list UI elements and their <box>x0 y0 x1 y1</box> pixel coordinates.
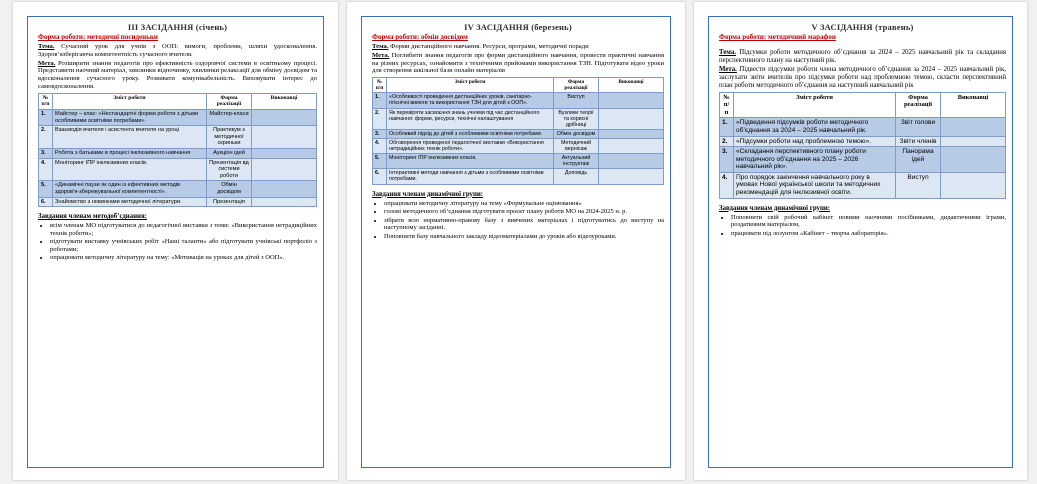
row-content: «Особливості проведення дистанційних уроків, санітарно-гігієнічні вимоги та використання ТЗН для дітей з ООП». <box>387 93 554 108</box>
plan-table <box>719 92 1006 199</box>
row-num: 2. <box>720 136 734 147</box>
table-row <box>720 136 1006 147</box>
document-page-3 <box>694 2 1027 480</box>
row-content: Робота з батьками в процесі інклюзивного навчання <box>53 148 207 158</box>
row-num: 3. <box>39 148 53 158</box>
list-item: • голові методичного об’єднання підготувати проєкт плану роботи МО на 2024-2025 н. р. <box>384 208 664 216</box>
row-content: «Підведення підсумків роботи методичного об’єднання за 2024 – 2025 навчальний рік. <box>734 118 896 136</box>
goal-label: Мета. <box>372 51 390 59</box>
row-form: Виступ <box>896 172 941 198</box>
table-row <box>373 169 664 184</box>
goal-label: Мета. <box>719 65 737 73</box>
document-page-2 <box>347 2 685 480</box>
row-num: 2. <box>39 126 53 149</box>
row-form: Обмін досвідом <box>207 181 252 197</box>
meeting-title: IV ЗАСІДАННЯ (березень) <box>464 22 572 32</box>
tasks-list <box>38 222 317 262</box>
col-num: № п/п <box>373 78 387 93</box>
row-exec <box>599 108 664 129</box>
goal-text: Розширити знання педагогів про ефективність оздоровчої системи в освітньому процесі. Представити наочний матеріал, хвилинки відпочинку, хвилинки релаксації для обміну досвідом та вдосконалення сучасного уроку. Розвивати комунікабельність. Виховувати інтерес до самовдосконалення. <box>38 59 317 90</box>
row-form: Методичний вернісаж <box>554 138 599 153</box>
tasks-list <box>719 214 1006 238</box>
goal-paragraph <box>38 60 317 91</box>
row-num: 4. <box>720 172 734 198</box>
row-content: Моніторинг ІПР інклюзивних класів. <box>53 158 207 181</box>
goal-text: Поглибити знання педагогів про форми дистанційного навчання, провести практичні навчання на різних ресурсах, ознайомити з технічними прийомами використання ТЗН. Підготувати відео уроки для створення шкільної бази онлайн матеріалів <box>372 51 664 75</box>
row-content: Особливий підхід до дітей з особливими освітніми потребами. <box>387 129 554 138</box>
row-exec <box>252 109 317 125</box>
table-row <box>39 126 317 149</box>
page-frame <box>27 16 324 468</box>
col-num: № п/п <box>39 93 53 109</box>
row-form: Панорама ідей <box>896 147 941 173</box>
theme-paragraph <box>719 49 1006 65</box>
meeting-title: V ЗАСІДАННЯ (травень) <box>811 22 914 32</box>
table-row <box>720 172 1006 198</box>
row-form: Актуальний інструктаж <box>554 154 599 169</box>
row-exec <box>252 126 317 149</box>
col-exec: Виконавці <box>599 78 664 93</box>
row-form: Виступ <box>554 93 599 108</box>
list-item: • зібрати всю нормативно-правову базу з вивчених матеріалах і підготуватись до виступу на наступному засіданні. <box>384 217 664 232</box>
list-item: • опрацювати методичну літературу на тему «Формувальне оцінювання» <box>384 200 664 208</box>
table-row <box>39 148 317 158</box>
goal-paragraph <box>372 52 664 75</box>
row-content: Взаємодія вчителя і асистента вчителя на уроці <box>53 126 207 149</box>
row-form: Звіти членів <box>896 136 941 147</box>
row-content: Про порядок закінчення навчального року в умовах Нової української школи та методичних рекомендацій для інклюзивної освіти. <box>734 172 896 198</box>
col-content: Зміст роботи <box>734 92 896 118</box>
goal-text: Підвести підсумки роботи члена методичного об’єднання за 2024 – 2025 навчальний рік, заслухати звіти вчителів про підсумки роботи над проблемною темою, скласти перспективний план роботи методичного об’єднання на наступний навчальний рік <box>719 65 1006 89</box>
theme-label: Тема. <box>719 49 736 56</box>
list-item: • підготувати виставку учнівських робіт «Наші таланти» або підготувати учнівські портфоліо з роботами; <box>50 238 317 253</box>
row-num: 4. <box>373 138 387 153</box>
row-exec <box>599 138 664 153</box>
col-exec: Виконавці <box>941 92 1006 118</box>
col-exec: Виконавці <box>252 93 317 109</box>
theme-paragraph <box>38 43 317 59</box>
theme-text: Підсумки роботи методичного об’єднання за 2024 – 2025 навчальний рік та складання перспективного плану на наступний рік. <box>719 49 1006 64</box>
row-content: «Складання перспективного плану роботи методичного об’єднання на 2025 – 2026 навчальний рік». <box>734 147 896 173</box>
row-exec <box>941 147 1006 173</box>
row-form: Презентація вд системи роботи <box>207 158 252 181</box>
row-exec <box>941 118 1006 136</box>
row-num: 5. <box>373 154 387 169</box>
row-form: Обмін досвідом <box>554 129 599 138</box>
row-exec <box>599 154 664 169</box>
row-num: 3. <box>720 147 734 173</box>
list-item: • працювати під лозунгом «Кабінет – творча лабораторія». <box>731 230 1006 238</box>
col-content: Зміст роботи <box>53 93 207 109</box>
row-content: Як перевіряти засвоєння знань учнями під час дистанційного навчання: форми, ресурси, технічні налаштування <box>387 108 554 129</box>
tasks-list <box>372 200 664 241</box>
row-content: Знайомство з новинками методичної літератури. <box>53 197 207 207</box>
row-form: Звіт голови <box>896 118 941 136</box>
row-num: 6. <box>373 169 387 184</box>
work-form: Форма роботи: обмін досвідом <box>372 33 468 41</box>
plan-table <box>38 93 317 207</box>
goal-label: Мета. <box>38 59 56 67</box>
list-item: • Поповнити свій робочий кабінет новими наочними посібниками, дидактичними іграми, роздатковим матеріалом, <box>731 214 1006 229</box>
row-form: Аукціон ідей <box>207 148 252 158</box>
row-exec <box>599 129 664 138</box>
row-num: 5. <box>39 181 53 197</box>
col-form: Форма реалізації <box>896 92 941 118</box>
row-num: 1. <box>39 109 53 125</box>
table-row <box>720 118 1006 136</box>
row-num: 4. <box>39 158 53 181</box>
table-row <box>373 108 664 129</box>
theme-paragraph <box>372 43 664 51</box>
row-content: «Динамічні паузи як один із ефективних методів здоров’я-збережувальної компетентності». <box>53 181 207 197</box>
row-form: Доповідь <box>554 169 599 184</box>
document-page-1 <box>13 2 338 480</box>
row-content: Майстер – клас: «Нестандартні форми роботи з дітьми особливими освітніми потребами» <box>53 109 207 125</box>
table-header-row <box>373 78 664 93</box>
goal-paragraph <box>719 66 1006 90</box>
table-row <box>39 158 317 181</box>
table-header-row <box>720 92 1006 118</box>
table-row <box>720 147 1006 173</box>
row-exec <box>941 172 1006 198</box>
page-frame <box>708 16 1013 468</box>
table-row <box>373 93 664 108</box>
row-form: Презентація <box>207 197 252 207</box>
col-content: Зміст роботи <box>387 78 554 93</box>
row-num: 1. <box>373 93 387 108</box>
tasks-title: Завдання членам методоб’єднання: <box>38 213 147 221</box>
row-content: Моніторинг ІПР інклюзивних класів. <box>387 154 554 169</box>
theme-text: Сучасний урок для учнів з ООП: вимоги, проблеми, шляхи удосконалення. Здоров’язберігаюча компетентність сучасного вчителя. <box>38 43 317 58</box>
row-exec <box>599 93 664 108</box>
table-header-row <box>39 93 317 109</box>
theme-label: Тема. <box>38 43 55 50</box>
row-exec <box>252 148 317 158</box>
row-form: Практикум з методичної скриньки <box>207 126 252 149</box>
table-row <box>39 181 317 197</box>
col-num: № п/п <box>720 92 734 118</box>
page-frame <box>361 16 671 468</box>
row-content: «Підсумки роботи над проблемною темою». <box>734 136 896 147</box>
row-content: Інтерактивні методи навчання з дітьми з особливими освітніми потребами. <box>387 169 554 184</box>
work-form: Форма роботи: методичні посиденьки <box>38 33 158 41</box>
row-num: 2. <box>373 108 387 129</box>
row-num: 1. <box>720 118 734 136</box>
col-form: Форма реалізації <box>207 93 252 109</box>
list-item: • всім членам МО підготуватися до педагогічної виставки з теми: «Використання нетрадиційних технік роботи»; <box>50 222 317 237</box>
row-num: 3. <box>373 129 387 138</box>
row-exec <box>941 136 1006 147</box>
row-exec <box>599 169 664 184</box>
work-form: Форма роботи: методичний марафон <box>719 33 836 41</box>
col-form: Форма реалізації <box>554 78 599 93</box>
tasks-title: Завдання членам динамічної групи: <box>719 204 831 212</box>
theme-label: Тема. <box>372 43 389 50</box>
row-exec <box>252 181 317 197</box>
row-content: Обговорення проведеної педагогічної виставки «Використання нетрадиційних технік роботи». <box>387 138 554 153</box>
tasks-title: Завдання членам динамічної групи: <box>372 190 484 198</box>
row-form: Вузлики теорії та корисні дрібниці <box>554 108 599 129</box>
table-row <box>373 154 664 169</box>
row-exec <box>252 158 317 181</box>
list-item: • опрацювати методичну літературу на тему: «Мотивація на уроках для дітей з ООП». <box>50 254 317 262</box>
plan-table <box>372 77 664 184</box>
row-num: 6. <box>39 197 53 207</box>
table-row <box>39 197 317 207</box>
row-exec <box>252 197 317 207</box>
table-row <box>373 129 664 138</box>
list-item: • Поповнити базу навчального закладу відеоматеріалами до уроків або відеоуроками. <box>384 233 664 241</box>
theme-text: Форми дистанційного навчання. Ресурси, програми, методичні поради <box>388 43 589 50</box>
row-form: Майстер-класи <box>207 109 252 125</box>
table-row <box>373 138 664 153</box>
table-row <box>39 109 317 125</box>
meeting-title: ІІІ ЗАСІДАННЯ (січень) <box>127 22 228 32</box>
